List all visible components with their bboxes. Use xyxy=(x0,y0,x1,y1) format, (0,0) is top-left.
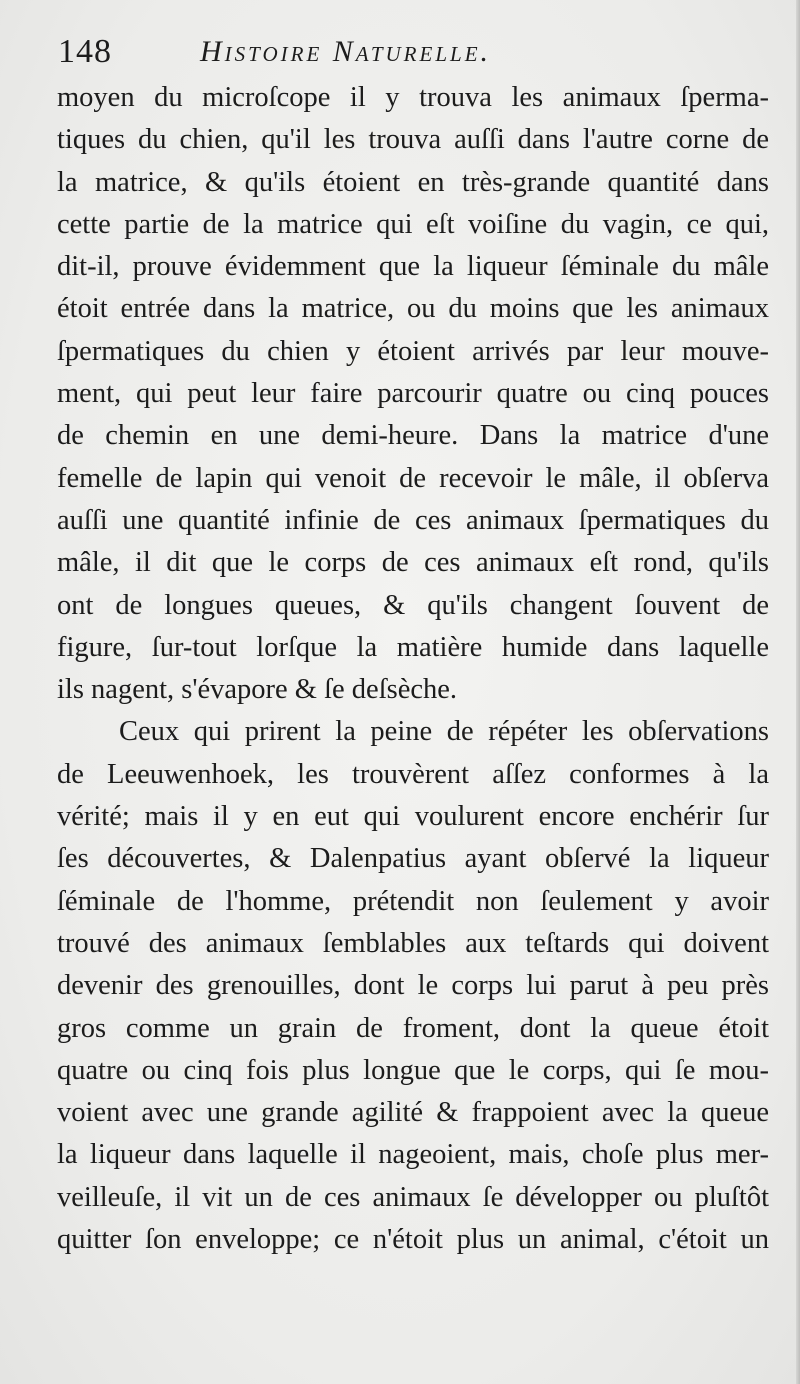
text-line: de chemin en une demi-heure. Dans la matrice d'une xyxy=(57,420,769,452)
text-line: ſes découvertes, & Dalenpatius ayant obſervé la liqueur xyxy=(57,843,769,875)
page-header xyxy=(58,30,768,74)
text-line: figure, ſur-tout lorſque la matière humide dans laquelle xyxy=(57,631,769,663)
text-line: femelle de lapin qui venoit de recevoir le mâle, il obſerva xyxy=(57,462,769,494)
text-line: voient avec une grande agilité & frappoient avec la queue xyxy=(57,1097,769,1129)
running-head: Histoire Naturelle. xyxy=(200,35,492,68)
text-line: vérité; mais il y en eut qui voulurent encore enchérir ſur xyxy=(57,801,769,833)
page-edge xyxy=(796,0,800,1384)
text-line: ment, qui peut leur faire parcourir quatre ou cinq pouces xyxy=(57,378,769,410)
text-line: dit-il, prouve évidemment que la liqueur ſéminale du mâle xyxy=(57,251,769,283)
text-line: gros comme un grain de froment, dont la queue étoit xyxy=(57,1012,769,1044)
text-line: moyen du microſcope il y trouva les animaux ſperma- xyxy=(57,82,769,113)
text-line: ſpermatiques du chien y étoient arrivés par leur mouve- xyxy=(57,335,769,367)
text-line: étoit entrée dans la matrice, ou du moins que les animaux xyxy=(57,293,769,325)
text-line: auſſi une quantité infinie de ces animaux ſpermatiques du xyxy=(57,504,769,536)
paragraph-1 xyxy=(57,77,769,711)
page-number: 148 xyxy=(58,33,112,70)
text-line: mâle, il dit que le corps de ces animaux eſt rond, qu'ils xyxy=(57,547,769,579)
text-line: veilleuſe, il vit un de ces animaux ſe développer ou pluſtôt xyxy=(57,1181,769,1213)
text-line: cette partie de la matrice qui eſt voiſine du vagin, ce qui, xyxy=(57,208,769,240)
text-line: quatre ou cinq fois plus longue que le corps, qui ſe mou- xyxy=(57,1054,769,1086)
text-line: trouvé des animaux ſemblables aux teſtards qui doivent xyxy=(57,927,769,959)
text-line: quitter ſon enveloppe; ce n'étoit plus un animal, c'étoit un xyxy=(57,1224,769,1256)
text-line: la matrice, & qu'ils étoient en très-grande quantité dans xyxy=(57,166,769,198)
text-line: tiques du chien, qu'il les trouva auſſi dans l'autre corne de xyxy=(57,124,769,156)
body-text xyxy=(57,77,769,1261)
text-line: ont de longues queues, & qu'ils changent ſouvent de xyxy=(57,589,769,621)
text-line: devenir des grenouilles, dont le corps lui parut à peu près xyxy=(57,970,769,1002)
text-line: ſéminale de l'homme, prétendit non ſeulement y avoir xyxy=(57,885,769,917)
paragraph-2 xyxy=(57,711,769,1261)
text-line: ils nagent, s'évapore & ſe deſsèche. xyxy=(57,674,458,706)
text-line: Ceux qui prirent la peine de répéter les obſervations xyxy=(119,716,769,748)
text-line: la liqueur dans laquelle il nageoient, mais, choſe plus mer- xyxy=(57,1139,769,1171)
text-line: de Leeuwenhoek, les trouvèrent aſſez conformes à la xyxy=(57,758,769,790)
